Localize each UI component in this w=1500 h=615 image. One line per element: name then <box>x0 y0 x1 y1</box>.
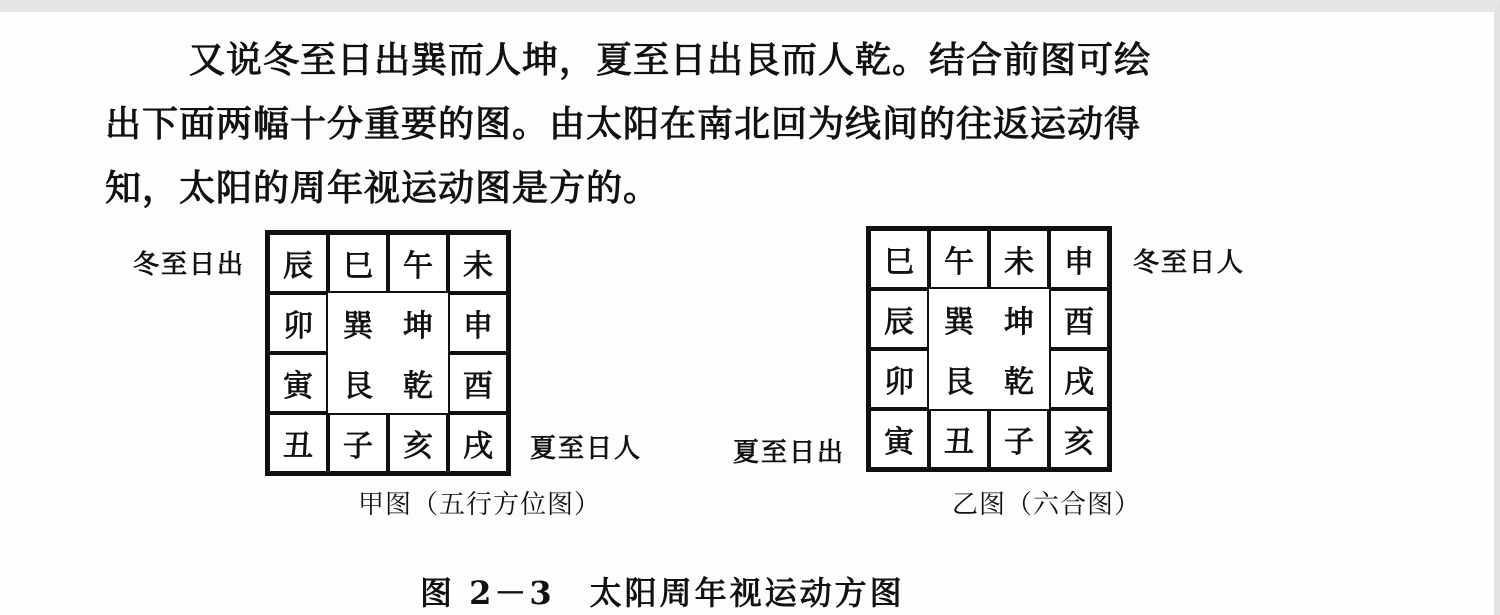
figure-b-cell: 卯 <box>869 349 929 409</box>
figure-b-cell: 酉 <box>1049 289 1109 349</box>
figure-a-cell: 丑 <box>268 413 328 473</box>
paragraph-line-1-text: 又说冬至日出巽而人坤，夏至日出艮而人乾。结合前图可绘 <box>189 39 1152 81</box>
figure-a-cell: 寅 <box>268 353 328 413</box>
figure-b-cell: 巳 <box>869 229 929 289</box>
figure-a-grid <box>265 230 511 476</box>
figure-a-caption: 甲图（五行方位图） <box>358 490 602 520</box>
paragraph-line-3: 知，太阳的周年视运动图是方的。 <box>105 167 661 209</box>
figure-b-cell: 寅 <box>869 409 929 469</box>
paragraph-line-2: 出下面两幅十分重要的图。由太阳在南北回为线间的往返运动得 <box>105 103 1142 145</box>
figure-a-cell: 酉 <box>448 353 508 413</box>
figure-b-center <box>929 289 1049 409</box>
figure-a-center-item: 坤 <box>403 309 433 344</box>
figure-a-cell: 申 <box>448 293 508 353</box>
figure-a-cell: 辰 <box>268 233 328 293</box>
figure-b-center-item: 艮 <box>944 365 974 400</box>
figure-a-cell: 卯 <box>268 293 328 353</box>
figure-b-cell: 子 <box>989 409 1049 469</box>
figure-b-label-summer-sunrise: 夏至日出 <box>733 438 846 468</box>
figure-a-cell: 未 <box>448 233 508 293</box>
figure-b-cell: 辰 <box>869 289 929 349</box>
figure-b-caption: 乙图（六合图） <box>952 490 1142 520</box>
body-paragraph <box>105 28 1325 220</box>
figure-a-cell: 子 <box>328 413 388 473</box>
figure-a-center <box>328 293 448 413</box>
figure-a-label-winter-sunrise: 冬至日出 <box>133 250 246 280</box>
figure-b-center-item: 坤 <box>1004 305 1034 340</box>
figure-b-cell: 申 <box>1049 229 1109 289</box>
figure-title: 图 2－3 太阳周年视运动方图 <box>420 574 905 612</box>
figure-b-grid <box>866 226 1112 472</box>
figure-b-cell: 亥 <box>1049 409 1109 469</box>
figure-a-center-item: 巽 <box>343 309 373 344</box>
figure-a-cell: 巳 <box>328 233 388 293</box>
figure-a-center-item: 艮 <box>343 369 373 404</box>
figure-a-cell: 戌 <box>448 413 508 473</box>
figure-b-label-winter-sunset: 冬至日人 <box>1133 248 1246 278</box>
figure-b-cell: 未 <box>989 229 1049 289</box>
figure-a-label-summer-sunset: 夏至日人 <box>530 434 643 464</box>
figure-b-center-item: 乾 <box>1004 365 1034 400</box>
figure-a-center-item: 乾 <box>403 369 433 404</box>
figure-a-cell: 午 <box>388 233 448 293</box>
paragraph-line-1 <box>105 28 1325 92</box>
figure-b-center-item: 巽 <box>944 305 974 340</box>
figure-b-cell: 丑 <box>929 409 989 469</box>
figure-b-cell: 戌 <box>1049 349 1109 409</box>
figure-a-cell: 亥 <box>388 413 448 473</box>
figure-b-cell: 午 <box>929 229 989 289</box>
